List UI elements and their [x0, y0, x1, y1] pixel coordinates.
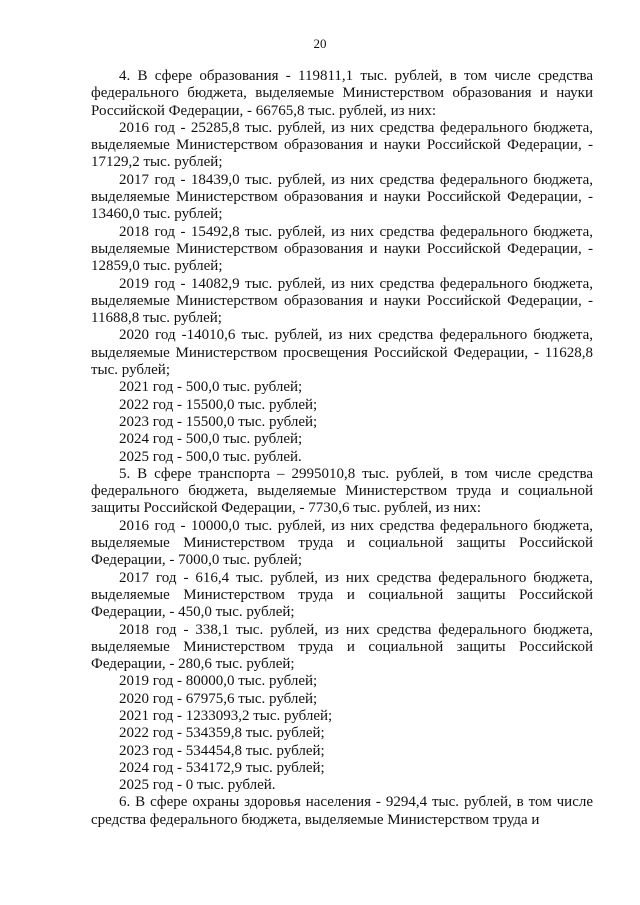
paragraph-transport-total: 5. В сфере транспорта – 2995010,8 тыс. рублей, в том числе средства федерального бюджета, выделяемые Министерством труда и социальной защиты Российской Федерации, - 7730,6 тыс. рублей, из них:	[91, 465, 593, 517]
paragraph-education-2020: 2020 год -14010,6 тыс. рублей, из них средства федерального бюджета, выделяемые Министерством просвещения Российской Федерации, - 11628,8 тыс. рублей;	[91, 327, 593, 379]
paragraph-transport-2020: 2020 год - 67975,6 тыс. рублей;	[119, 690, 318, 707]
paragraph-education-2023: 2023 год - 15500,0 тыс. рублей;	[119, 413, 318, 430]
paragraph-education-2017: 2017 год - 18439,0 тыс. рублей, из них средства федерального бюджета, выделяемые Министерством образования и науки Российской Федерации, - 13460,0 тыс. рублей;	[91, 171, 593, 223]
paragraph-transport-2021: 2021 год - 1233093,2 тыс. рублей;	[119, 707, 333, 724]
paragraph-education-2016: 2016 год - 25285,8 тыс. рублей, из них средства федерального бюджета, выделяемые Министерством образования и науки Российской Федерации, - 17129,2 тыс. рублей;	[91, 119, 593, 171]
paragraph-health-total: 6. В сфере охраны здоровья населения - 9294,4 тыс. рублей, в том числе средства федерального бюджета, выделяемые Министерством труда и	[91, 794, 593, 828]
paragraph-transport-2025: 2025 год - 0 тыс. рублей.	[119, 777, 276, 794]
paragraph-education-2025: 2025 год - 500,0 тыс. рублей.	[119, 448, 302, 465]
paragraph-transport-2017: 2017 год - 616,4 тыс. рублей, из них средства федерального бюджета, выделяемые Министерством труда и социальной защиты Российской Федерации, - 450,0 тыс. рублей;	[91, 569, 593, 621]
paragraph-transport-2018: 2018 год - 338,1 тыс. рублей, из них средства федерального бюджета, выделяемые Министерством труда и социальной защиты Российской Федерации, - 280,6 тыс. рублей;	[91, 621, 593, 673]
paragraph-education-2021: 2021 год - 500,0 тыс. рублей;	[119, 379, 303, 396]
page-number: 20	[313, 36, 327, 51]
paragraph-education-2018: 2018 год - 15492,8 тыс. рублей, из них средства федерального бюджета, выделяемые Министерством образования и науки Российской Федерации, - 12859,0 тыс. рублей;	[91, 223, 593, 275]
paragraph-transport-2019: 2019 год - 80000,0 тыс. рублей;	[119, 673, 318, 690]
paragraph-transport-2016: 2016 год - 10000,0 тыс. рублей, из них средства федерального бюджета, выделяемые Министерством труда и социальной защиты Российской Федерации, - 7000,0 тыс. рублей;	[91, 517, 593, 569]
paragraph-education-2022: 2022 год - 15500,0 тыс. рублей;	[119, 396, 318, 413]
paragraph-transport-2023: 2023 год - 534454,8 тыс. рублей;	[119, 742, 325, 759]
paragraph-education-2019: 2019 год - 14082,9 тыс. рублей, из них средства федерального бюджета, выделяемые Министерством образования и науки Российской Федерации, - 11688,8 тыс. рублей;	[91, 275, 593, 327]
paragraph-transport-2024: 2024 год - 534172,9 тыс. рублей;	[119, 759, 325, 776]
paragraph-transport-2022: 2022 год - 534359,8 тыс. рублей;	[119, 725, 325, 742]
paragraph-education-total: 4. В сфере образования - 119811,1 тыс. рублей, в том числе средства федерального бюджета, выделяемые Министерством образования и науки Российской Федерации, - 66765,8 тыс. рублей, из них:	[91, 68, 593, 119]
document-body	[91, 68, 593, 829]
paragraph-education-2024: 2024 год - 500,0 тыс. рублей;	[119, 431, 303, 448]
